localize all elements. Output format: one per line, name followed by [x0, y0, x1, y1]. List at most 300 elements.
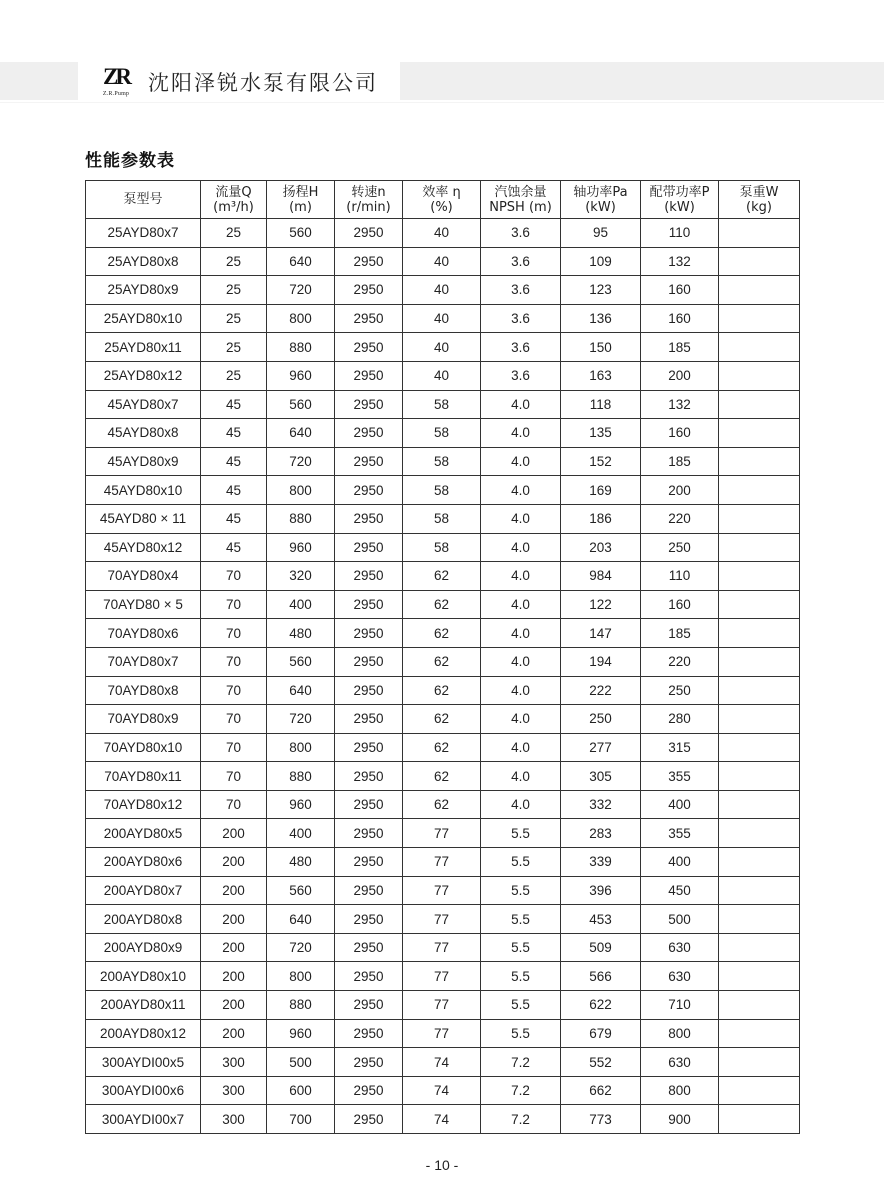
- cell-motor-power: 630: [641, 933, 719, 962]
- cell-shaft-power: 169: [561, 476, 641, 505]
- table-row: [86, 219, 800, 248]
- table-header-row: [86, 181, 800, 219]
- cell-speed: 2950: [335, 361, 403, 390]
- column-header-line2: (m³/h): [213, 199, 254, 215]
- cell-speed: 2950: [335, 562, 403, 591]
- cell-flow: 200: [201, 1019, 267, 1048]
- cell-speed: 2950: [335, 276, 403, 305]
- cell-head: 880: [267, 762, 335, 791]
- cell-flow: 45: [201, 504, 267, 533]
- cell-motor-power: 355: [641, 819, 719, 848]
- cell-model: 70AYD80x11: [86, 762, 201, 791]
- cell-weight: [719, 933, 800, 962]
- cell-head: 480: [267, 848, 335, 877]
- column-header-flow: [201, 181, 267, 219]
- cell-motor-power: 132: [641, 247, 719, 276]
- cell-npsh: 5.5: [481, 819, 561, 848]
- cell-motor-power: 250: [641, 676, 719, 705]
- cell-efficiency: 58: [403, 504, 481, 533]
- cell-efficiency: 58: [403, 390, 481, 419]
- table-row: [86, 1076, 800, 1105]
- cell-weight: [719, 819, 800, 848]
- cell-motor-power: 160: [641, 419, 719, 448]
- cell-efficiency: 77: [403, 848, 481, 877]
- cell-npsh: 4.0: [481, 504, 561, 533]
- column-header-line1: 汽蚀余量: [494, 184, 547, 200]
- cell-model: 25AYD80x12: [86, 361, 201, 390]
- column-header-speed: [335, 181, 403, 219]
- table-row: [86, 705, 800, 734]
- cell-efficiency: 77: [403, 933, 481, 962]
- cell-weight: [719, 848, 800, 877]
- table-row: [86, 1105, 800, 1134]
- cell-head: 720: [267, 447, 335, 476]
- cell-head: 800: [267, 733, 335, 762]
- cell-model: 70AYD80x10: [86, 733, 201, 762]
- cell-shaft-power: 109: [561, 247, 641, 276]
- cell-shaft-power: 552: [561, 1048, 641, 1077]
- cell-npsh: 3.6: [481, 333, 561, 362]
- company-name: 沈阳泽锐水泵有限公司: [148, 71, 378, 95]
- cell-npsh: 4.0: [481, 419, 561, 448]
- column-header-line1: 配带功率P: [649, 184, 710, 200]
- cell-motor-power: 185: [641, 619, 719, 648]
- cell-weight: [719, 762, 800, 791]
- cell-efficiency: 62: [403, 562, 481, 591]
- cell-efficiency: 77: [403, 819, 481, 848]
- cell-model: 70AYD80x6: [86, 619, 201, 648]
- cell-weight: [719, 1076, 800, 1105]
- cell-head: 800: [267, 304, 335, 333]
- cell-motor-power: 200: [641, 361, 719, 390]
- cell-weight: [719, 504, 800, 533]
- cell-efficiency: 74: [403, 1076, 481, 1105]
- cell-model: 25AYD80x11: [86, 333, 201, 362]
- table-row: [86, 361, 800, 390]
- column-header-line1: 泵重W: [739, 184, 779, 200]
- cell-motor-power: 160: [641, 304, 719, 333]
- cell-head: 560: [267, 876, 335, 905]
- section-title: 性能参数表: [85, 151, 175, 171]
- column-header-line2: (r/min): [346, 199, 391, 215]
- header-divider: [0, 102, 884, 103]
- cell-npsh: 4.0: [481, 390, 561, 419]
- cell-head: 560: [267, 219, 335, 248]
- cell-npsh: 5.5: [481, 991, 561, 1020]
- cell-npsh: 4.0: [481, 533, 561, 562]
- table-row: [86, 991, 800, 1020]
- table-row: [86, 733, 800, 762]
- cell-speed: 2950: [335, 1048, 403, 1077]
- cell-flow: 25: [201, 247, 267, 276]
- cell-npsh: 3.6: [481, 361, 561, 390]
- cell-efficiency: 40: [403, 219, 481, 248]
- cell-shaft-power: 339: [561, 848, 641, 877]
- cell-shaft-power: 679: [561, 1019, 641, 1048]
- cell-efficiency: 77: [403, 905, 481, 934]
- cell-weight: [719, 476, 800, 505]
- cell-speed: 2950: [335, 1105, 403, 1134]
- cell-model: 25AYD80x8: [86, 247, 201, 276]
- cell-head: 720: [267, 933, 335, 962]
- cell-model: 300AYDI00x7: [86, 1105, 201, 1134]
- cell-weight: [719, 533, 800, 562]
- cell-model: 45AYD80x7: [86, 390, 201, 419]
- cell-efficiency: 62: [403, 647, 481, 676]
- cell-weight: [719, 447, 800, 476]
- cell-speed: 2950: [335, 790, 403, 819]
- cell-motor-power: 315: [641, 733, 719, 762]
- column-header-line1: 扬程H: [282, 184, 319, 200]
- cell-shaft-power: 152: [561, 447, 641, 476]
- cell-efficiency: 62: [403, 590, 481, 619]
- cell-head: 480: [267, 619, 335, 648]
- table-row: [86, 619, 800, 648]
- cell-motor-power: 400: [641, 790, 719, 819]
- cell-model: 300AYDI00x5: [86, 1048, 201, 1077]
- cell-weight: [719, 276, 800, 305]
- cell-weight: [719, 991, 800, 1020]
- cell-speed: 2950: [335, 590, 403, 619]
- cell-efficiency: 58: [403, 419, 481, 448]
- cell-weight: [719, 562, 800, 591]
- cell-weight: [719, 733, 800, 762]
- column-header-model: [86, 181, 201, 219]
- cell-motor-power: 160: [641, 590, 719, 619]
- cell-head: 960: [267, 1019, 335, 1048]
- cell-shaft-power: 163: [561, 361, 641, 390]
- cell-npsh: 5.5: [481, 962, 561, 991]
- cell-motor-power: 800: [641, 1076, 719, 1105]
- cell-flow: 45: [201, 390, 267, 419]
- company-brand: [96, 62, 378, 102]
- cell-efficiency: 77: [403, 876, 481, 905]
- cell-motor-power: 450: [641, 876, 719, 905]
- cell-shaft-power: 136: [561, 304, 641, 333]
- cell-npsh: 4.0: [481, 562, 561, 591]
- cell-motor-power: 630: [641, 962, 719, 991]
- cell-speed: 2950: [335, 533, 403, 562]
- cell-npsh: 4.0: [481, 705, 561, 734]
- cell-flow: 200: [201, 876, 267, 905]
- cell-weight: [719, 1019, 800, 1048]
- cell-flow: 25: [201, 361, 267, 390]
- table-row: [86, 790, 800, 819]
- cell-model: 25AYD80x10: [86, 304, 201, 333]
- cell-flow: 45: [201, 419, 267, 448]
- cell-shaft-power: 396: [561, 876, 641, 905]
- cell-efficiency: 62: [403, 762, 481, 791]
- cell-head: 960: [267, 790, 335, 819]
- cell-speed: 2950: [335, 219, 403, 248]
- cell-model: 70AYD80x7: [86, 647, 201, 676]
- cell-flow: 200: [201, 905, 267, 934]
- cell-speed: 2950: [335, 876, 403, 905]
- cell-npsh: 5.5: [481, 848, 561, 877]
- cell-shaft-power: 147: [561, 619, 641, 648]
- cell-head: 320: [267, 562, 335, 591]
- cell-head: 880: [267, 504, 335, 533]
- column-header-line1: 流量Q: [215, 184, 252, 200]
- cell-motor-power: 200: [641, 476, 719, 505]
- cell-shaft-power: 453: [561, 905, 641, 934]
- table-row: [86, 333, 800, 362]
- cell-efficiency: 62: [403, 705, 481, 734]
- table-row: [86, 533, 800, 562]
- cell-efficiency: 74: [403, 1105, 481, 1134]
- cell-head: 640: [267, 247, 335, 276]
- cell-flow: 70: [201, 590, 267, 619]
- cell-motor-power: 160: [641, 276, 719, 305]
- cell-flow: 200: [201, 991, 267, 1020]
- cell-motor-power: 400: [641, 848, 719, 877]
- cell-flow: 70: [201, 562, 267, 591]
- cell-weight: [719, 647, 800, 676]
- cell-model: 70AYD80 × 5: [86, 590, 201, 619]
- cell-flow: 25: [201, 276, 267, 305]
- table-row: [86, 1048, 800, 1077]
- cell-model: 200AYD80x7: [86, 876, 201, 905]
- cell-npsh: 5.5: [481, 905, 561, 934]
- cell-speed: 2950: [335, 447, 403, 476]
- cell-weight: [719, 219, 800, 248]
- cell-speed: 2950: [335, 676, 403, 705]
- cell-npsh: 4.0: [481, 590, 561, 619]
- cell-weight: [719, 1048, 800, 1077]
- cell-motor-power: 280: [641, 705, 719, 734]
- logo-subtitle: Z.R.Pump: [102, 91, 130, 97]
- cell-weight: [719, 304, 800, 333]
- cell-shaft-power: 135: [561, 419, 641, 448]
- cell-npsh: 4.0: [481, 733, 561, 762]
- cell-npsh: 3.6: [481, 276, 561, 305]
- cell-efficiency: 58: [403, 476, 481, 505]
- cell-flow: 70: [201, 676, 267, 705]
- cell-flow: 70: [201, 647, 267, 676]
- column-header-line2: (kW): [585, 199, 616, 215]
- cell-efficiency: 62: [403, 733, 481, 762]
- cell-npsh: 4.0: [481, 619, 561, 648]
- cell-weight: [719, 419, 800, 448]
- cell-model: 70AYD80x4: [86, 562, 201, 591]
- table-row: [86, 562, 800, 591]
- cell-efficiency: 62: [403, 619, 481, 648]
- cell-head: 880: [267, 991, 335, 1020]
- cell-model: 70AYD80x8: [86, 676, 201, 705]
- cell-flow: 300: [201, 1048, 267, 1077]
- cell-speed: 2950: [335, 733, 403, 762]
- table-row: [86, 676, 800, 705]
- cell-model: 70AYD80x12: [86, 790, 201, 819]
- cell-model: 45AYD80 × 11: [86, 504, 201, 533]
- table-row: [86, 476, 800, 505]
- cell-weight: [719, 619, 800, 648]
- column-header-line2: (m): [289, 199, 312, 215]
- cell-efficiency: 77: [403, 991, 481, 1020]
- cell-shaft-power: 123: [561, 276, 641, 305]
- cell-motor-power: 710: [641, 991, 719, 1020]
- cell-speed: 2950: [335, 333, 403, 362]
- table-row: [86, 390, 800, 419]
- cell-model: 200AYD80x6: [86, 848, 201, 877]
- cell-model: 70AYD80x9: [86, 705, 201, 734]
- cell-head: 700: [267, 1105, 335, 1134]
- cell-motor-power: 220: [641, 504, 719, 533]
- cell-flow: 300: [201, 1076, 267, 1105]
- cell-npsh: 5.5: [481, 1019, 561, 1048]
- column-header-line1: 泵型号: [123, 192, 163, 207]
- cell-weight: [719, 905, 800, 934]
- cell-weight: [719, 790, 800, 819]
- cell-efficiency: 62: [403, 676, 481, 705]
- column-header-line2: NPSH (m): [489, 199, 552, 215]
- page-number: - 10 -: [425, 1157, 459, 1173]
- cell-speed: 2950: [335, 848, 403, 877]
- table-row: [86, 762, 800, 791]
- cell-flow: 70: [201, 733, 267, 762]
- cell-speed: 2950: [335, 619, 403, 648]
- cell-weight: [719, 390, 800, 419]
- cell-speed: 2950: [335, 647, 403, 676]
- cell-speed: 2950: [335, 1076, 403, 1105]
- table-row: [86, 590, 800, 619]
- header-band-right: [400, 62, 884, 100]
- cell-shaft-power: 277: [561, 733, 641, 762]
- cell-npsh: 4.0: [481, 790, 561, 819]
- cell-motor-power: 355: [641, 762, 719, 791]
- cell-model: 200AYD80x8: [86, 905, 201, 934]
- cell-flow: 70: [201, 705, 267, 734]
- header-band-left: [0, 62, 78, 100]
- cell-efficiency: 74: [403, 1048, 481, 1077]
- cell-npsh: 4.0: [481, 676, 561, 705]
- cell-shaft-power: 186: [561, 504, 641, 533]
- cell-motor-power: 132: [641, 390, 719, 419]
- table-row: [86, 876, 800, 905]
- cell-shaft-power: 250: [561, 705, 641, 734]
- cell-shaft-power: 509: [561, 933, 641, 962]
- cell-shaft-power: 305: [561, 762, 641, 791]
- cell-head: 720: [267, 705, 335, 734]
- cell-flow: 45: [201, 476, 267, 505]
- cell-shaft-power: 118: [561, 390, 641, 419]
- cell-weight: [719, 705, 800, 734]
- cell-head: 960: [267, 533, 335, 562]
- cell-motor-power: 250: [641, 533, 719, 562]
- cell-npsh: 5.5: [481, 933, 561, 962]
- cell-speed: 2950: [335, 304, 403, 333]
- cell-efficiency: 40: [403, 304, 481, 333]
- cell-shaft-power: 122: [561, 590, 641, 619]
- cell-efficiency: 40: [403, 276, 481, 305]
- cell-model: 45AYD80x12: [86, 533, 201, 562]
- cell-speed: 2950: [335, 962, 403, 991]
- table-row: [86, 447, 800, 476]
- cell-speed: 2950: [335, 419, 403, 448]
- cell-motor-power: 185: [641, 447, 719, 476]
- cell-npsh: 7.2: [481, 1105, 561, 1134]
- cell-flow: 45: [201, 447, 267, 476]
- cell-speed: 2950: [335, 819, 403, 848]
- cell-speed: 2950: [335, 762, 403, 791]
- cell-speed: 2950: [335, 933, 403, 962]
- cell-weight: [719, 1105, 800, 1134]
- cell-efficiency: 40: [403, 333, 481, 362]
- cell-model: 25AYD80x7: [86, 219, 201, 248]
- cell-model: 25AYD80x9: [86, 276, 201, 305]
- cell-shaft-power: 203: [561, 533, 641, 562]
- cell-motor-power: 110: [641, 562, 719, 591]
- cell-head: 560: [267, 390, 335, 419]
- cell-motor-power: 800: [641, 1019, 719, 1048]
- cell-head: 500: [267, 1048, 335, 1077]
- cell-speed: 2950: [335, 504, 403, 533]
- table-row: [86, 1019, 800, 1048]
- cell-shaft-power: 150: [561, 333, 641, 362]
- cell-head: 400: [267, 819, 335, 848]
- cell-head: 960: [267, 361, 335, 390]
- cell-weight: [719, 361, 800, 390]
- cell-weight: [719, 676, 800, 705]
- cell-motor-power: 110: [641, 219, 719, 248]
- cell-efficiency: 58: [403, 533, 481, 562]
- cell-shaft-power: 194: [561, 647, 641, 676]
- cell-flow: 25: [201, 304, 267, 333]
- table-row: [86, 647, 800, 676]
- cell-head: 800: [267, 962, 335, 991]
- cell-head: 560: [267, 647, 335, 676]
- cell-model: 200AYD80x5: [86, 819, 201, 848]
- table-row: [86, 905, 800, 934]
- cell-model: 45AYD80x9: [86, 447, 201, 476]
- table-row: [86, 962, 800, 991]
- cell-model: 200AYD80x10: [86, 962, 201, 991]
- cell-shaft-power: 622: [561, 991, 641, 1020]
- cell-speed: 2950: [335, 705, 403, 734]
- cell-flow: 45: [201, 533, 267, 562]
- cell-speed: 2950: [335, 476, 403, 505]
- table-row: [86, 247, 800, 276]
- column-header-line2: (kg): [746, 199, 772, 215]
- cell-model: 200AYD80x12: [86, 1019, 201, 1048]
- column-header-efficiency: [403, 181, 481, 219]
- cell-efficiency: 40: [403, 247, 481, 276]
- cell-npsh: 4.0: [481, 762, 561, 791]
- cell-shaft-power: 984: [561, 562, 641, 591]
- cell-motor-power: 900: [641, 1105, 719, 1134]
- cell-speed: 2950: [335, 905, 403, 934]
- cell-head: 640: [267, 676, 335, 705]
- company-logo: [96, 63, 136, 101]
- performance-table: [85, 180, 800, 1134]
- cell-model: 200AYD80x11: [86, 991, 201, 1020]
- cell-motor-power: 500: [641, 905, 719, 934]
- table-row: [86, 276, 800, 305]
- cell-speed: 2950: [335, 390, 403, 419]
- cell-head: 720: [267, 276, 335, 305]
- table-row: [86, 304, 800, 333]
- cell-speed: 2950: [335, 1019, 403, 1048]
- logo-mark: ZR: [103, 64, 129, 89]
- table-body: [86, 219, 800, 1134]
- cell-weight: [719, 247, 800, 276]
- cell-weight: [719, 876, 800, 905]
- cell-head: 880: [267, 333, 335, 362]
- cell-npsh: 5.5: [481, 876, 561, 905]
- cell-flow: 300: [201, 1105, 267, 1134]
- cell-npsh: 3.6: [481, 247, 561, 276]
- cell-npsh: 7.2: [481, 1076, 561, 1105]
